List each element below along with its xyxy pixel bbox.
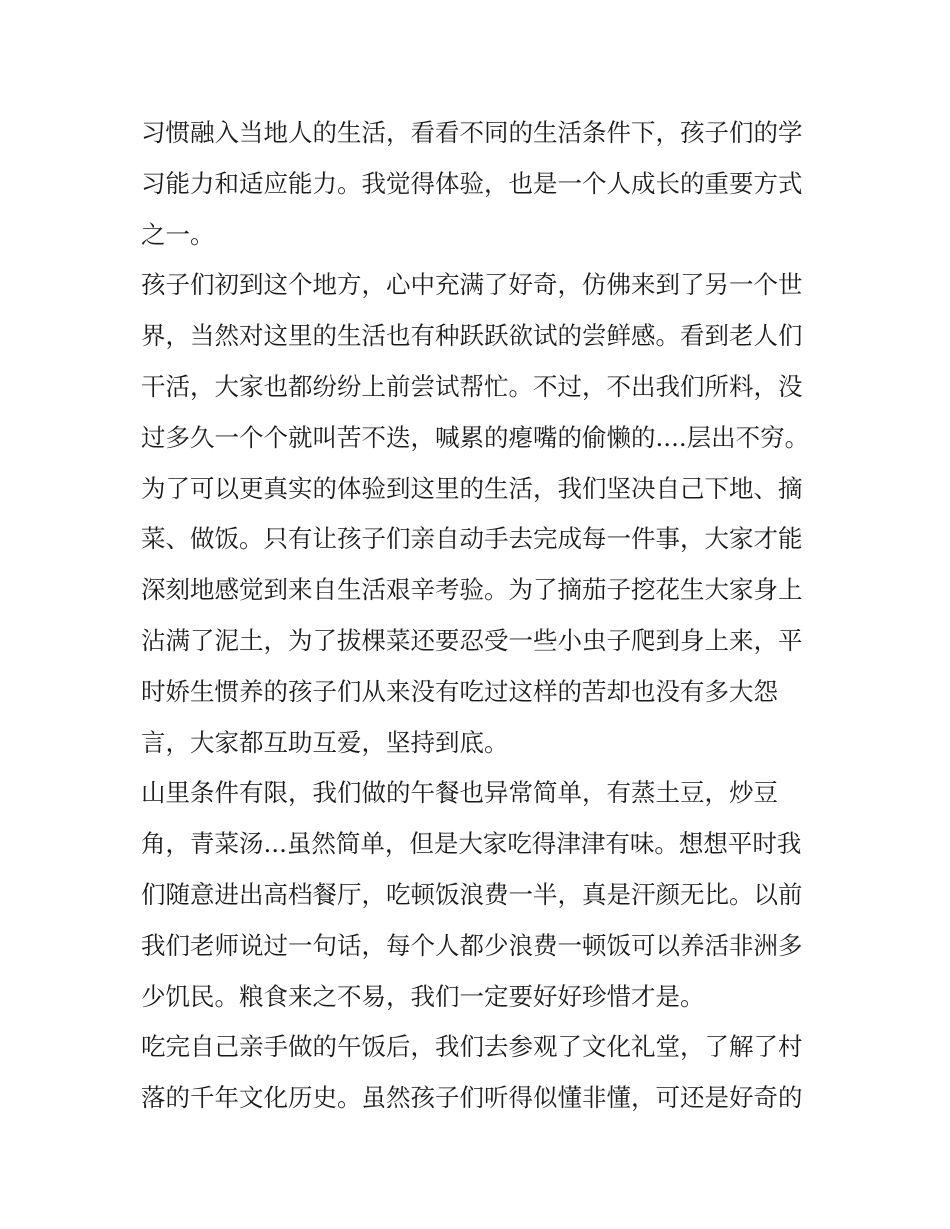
- text-line: 沾满了泥土，为了拔棵菜还要忍受一些小虫子爬到身上来，平: [141, 625, 803, 655]
- body-text: [141, 108, 821, 1124]
- text-line: 习惯融入当地人的生活，看看不同的生活条件下，孩子们的学: [141, 118, 803, 147]
- text-line: 落的千年文化历史。虽然孩子们听得似懂非懂，可还是好奇的: [141, 1083, 803, 1113]
- text-line: 之一。: [141, 219, 215, 249]
- text-line: 言，大家都互助互爱，坚持到底。: [141, 727, 509, 757]
- text-line: 习能力和适应能力。我觉得体验，也是一个人成长的重要方式: [141, 168, 803, 198]
- text-line: 角，青菜汤...虽然简单，但是大家吃得津津有味。想想平时我: [141, 829, 802, 859]
- text-line: 过多久一个个就叫苦不迭，喊累的瘪嘴的偷懒的....层出不穷。: [141, 422, 810, 452]
- text-line: 山里条件有限，我们做的午餐也异常简单，有蒸土豆，炒豆: [141, 778, 778, 808]
- text-line: 为了可以更真实的体验到这里的生活，我们坚决自己下地、摘: [141, 473, 803, 503]
- text-line: 们随意进出高档餐厅，吃顿饭浪费一半，真是汗颜无比。以前: [141, 879, 803, 909]
- text-line: 吃完自己亲手做的午饭后，我们去参观了文化礼堂，了解了村: [141, 1032, 803, 1062]
- text-line: 时娇生惯养的孩子们从来没有吃过这样的苦却也没有多大怨: [141, 676, 778, 706]
- text-line: 我们老师说过一句话，每个人都少浪费一顿饭可以养活非洲多: [141, 930, 803, 960]
- text-line: 孩子们初到这个地方，心中充满了好奇，仿佛来到了另一个世: [141, 270, 803, 300]
- text-line: 少饥民。粮食来之不易，我们一定要好好珍惜才是。: [141, 981, 705, 1011]
- text-line: 深刻地感觉到来自生活艰辛考验。为了摘茄子挖花生大家身上: [141, 575, 803, 605]
- text-line: 菜、做饭。只有让孩子们亲自动手去完成每一件事，大家才能: [141, 524, 803, 554]
- text-line: 界，当然对这里的生活也有种跃跃欲试的尝鲜感。看到老人们: [141, 321, 803, 351]
- text-line: 干活，大家也都纷纷上前尝试帮忙。不过，不出我们所料，没: [141, 371, 803, 401]
